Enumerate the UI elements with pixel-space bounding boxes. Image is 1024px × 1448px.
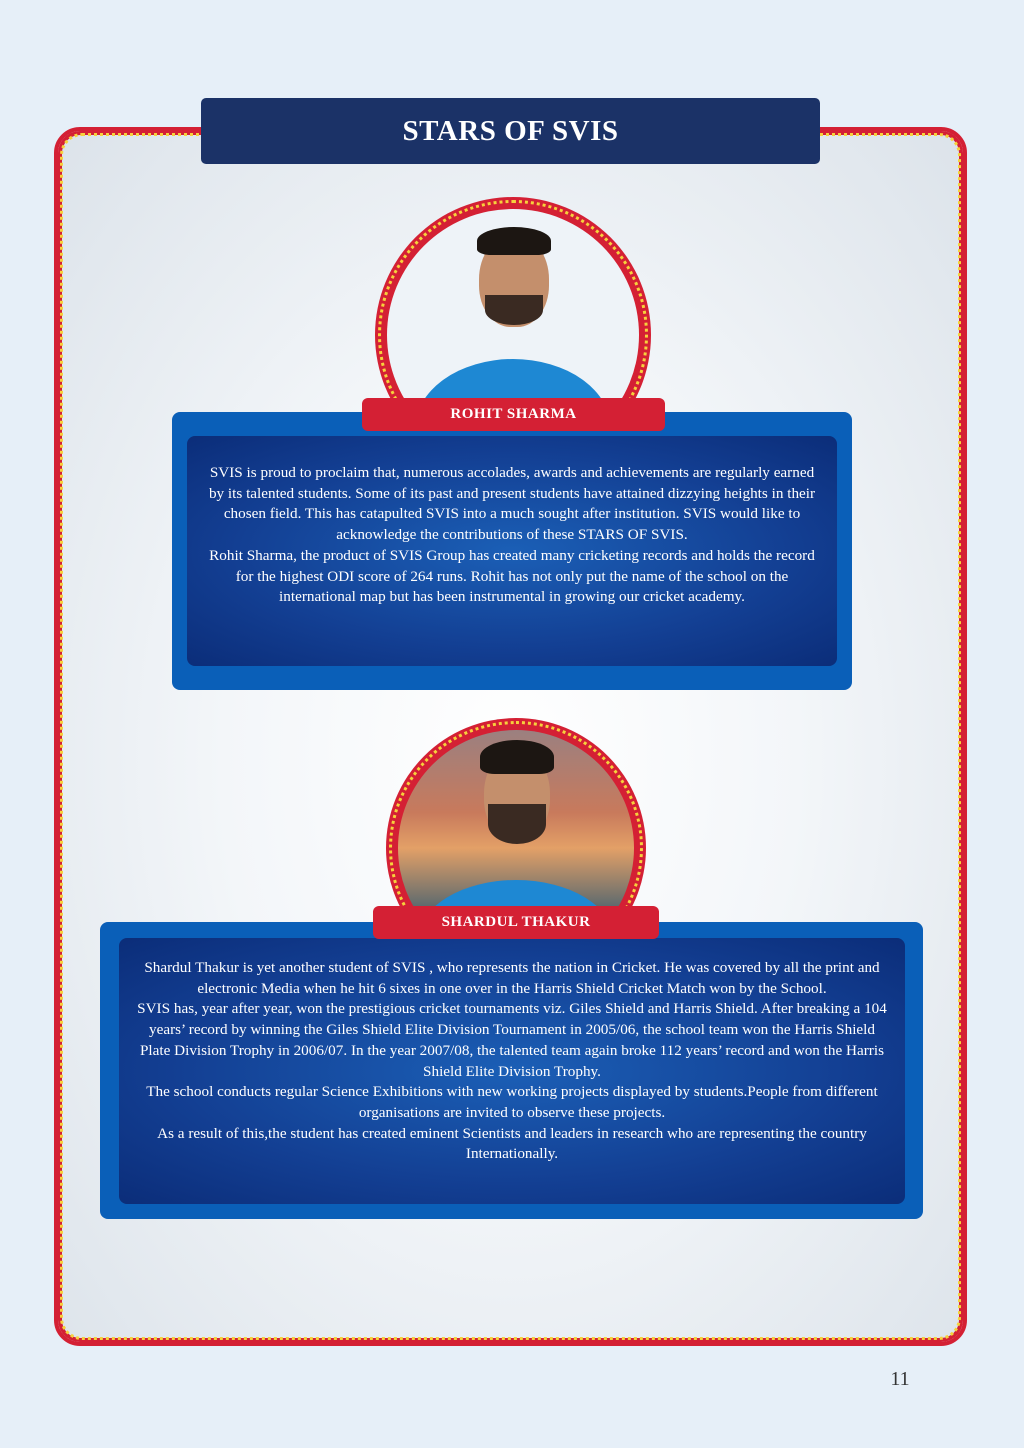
- page-title-text: STARS OF SVIS: [402, 114, 619, 147]
- shardul-name: SHARDUL THAKUR: [441, 914, 591, 930]
- shardul-name-tag: [373, 906, 659, 939]
- beard-shape: [485, 295, 543, 325]
- face-shape: [484, 750, 550, 840]
- rohit-info-box: [187, 436, 837, 666]
- rohit-name: ROHIT SHARMA: [450, 406, 577, 422]
- shardul-paragraph: As a result of this,the student has created eminent Scientists and leaders in research who are representing the country Internationally.: [157, 1124, 867, 1163]
- hair-shape: [480, 740, 554, 774]
- shardul-info-box: [119, 938, 905, 1204]
- rohit-paragraph: SVIS is proud to proclaim that, numerous accolades, awards and achievements are regularly earned by its talented students. Some of its past and present students have attained dizzying heights in their chosen field. This has catapulted SVIS into a much sought after institution. SVIS would like to acknowledge the contributions of these STARS OF SVIS.: [208, 464, 816, 544]
- rohit-name-tag: [362, 398, 665, 431]
- hair-shape: [477, 227, 551, 255]
- face-shape: [479, 235, 549, 327]
- rohit-paragraph: Rohit Sharma, the product of SVIS Group has created many cricketing records and holds the record for the highest ODI score of 264 runs. Rohit has not only put the name of the school on the international map but has been instrumental in growing our cricket academy.: [209, 546, 815, 606]
- shardul-paragraph: The school conducts regular Science Exhibitions with new working projects displayed by students.People from different organisations are invited to observe these projects.: [146, 1083, 878, 1121]
- page-title: [201, 98, 820, 164]
- shardul-paragraph: SVIS has, year after year, won the prestigious cricket tournaments viz. Giles Shield and Harris Shield. After breaking a 104 years’ record by winning the Giles Shield Elite Division Tournament in 2005/06, the school team won the Harris Shield Plate Division Trophy in 2006/07. In the year 2007/08, the talented team again broke 112 years’ record and won the Harris Shield Elite Division Trophy.: [137, 1000, 887, 1080]
- page-number: 11: [890, 1368, 910, 1390]
- beard-shape: [488, 804, 546, 844]
- shardul-paragraph: Shardul Thakur is yet another student of SVIS , who represents the nation in Cricket. He was covered by all the print and electronic Media when he hit 6 sixes in one over in the Harris Shield Cricket Match won by the School.: [144, 959, 880, 997]
